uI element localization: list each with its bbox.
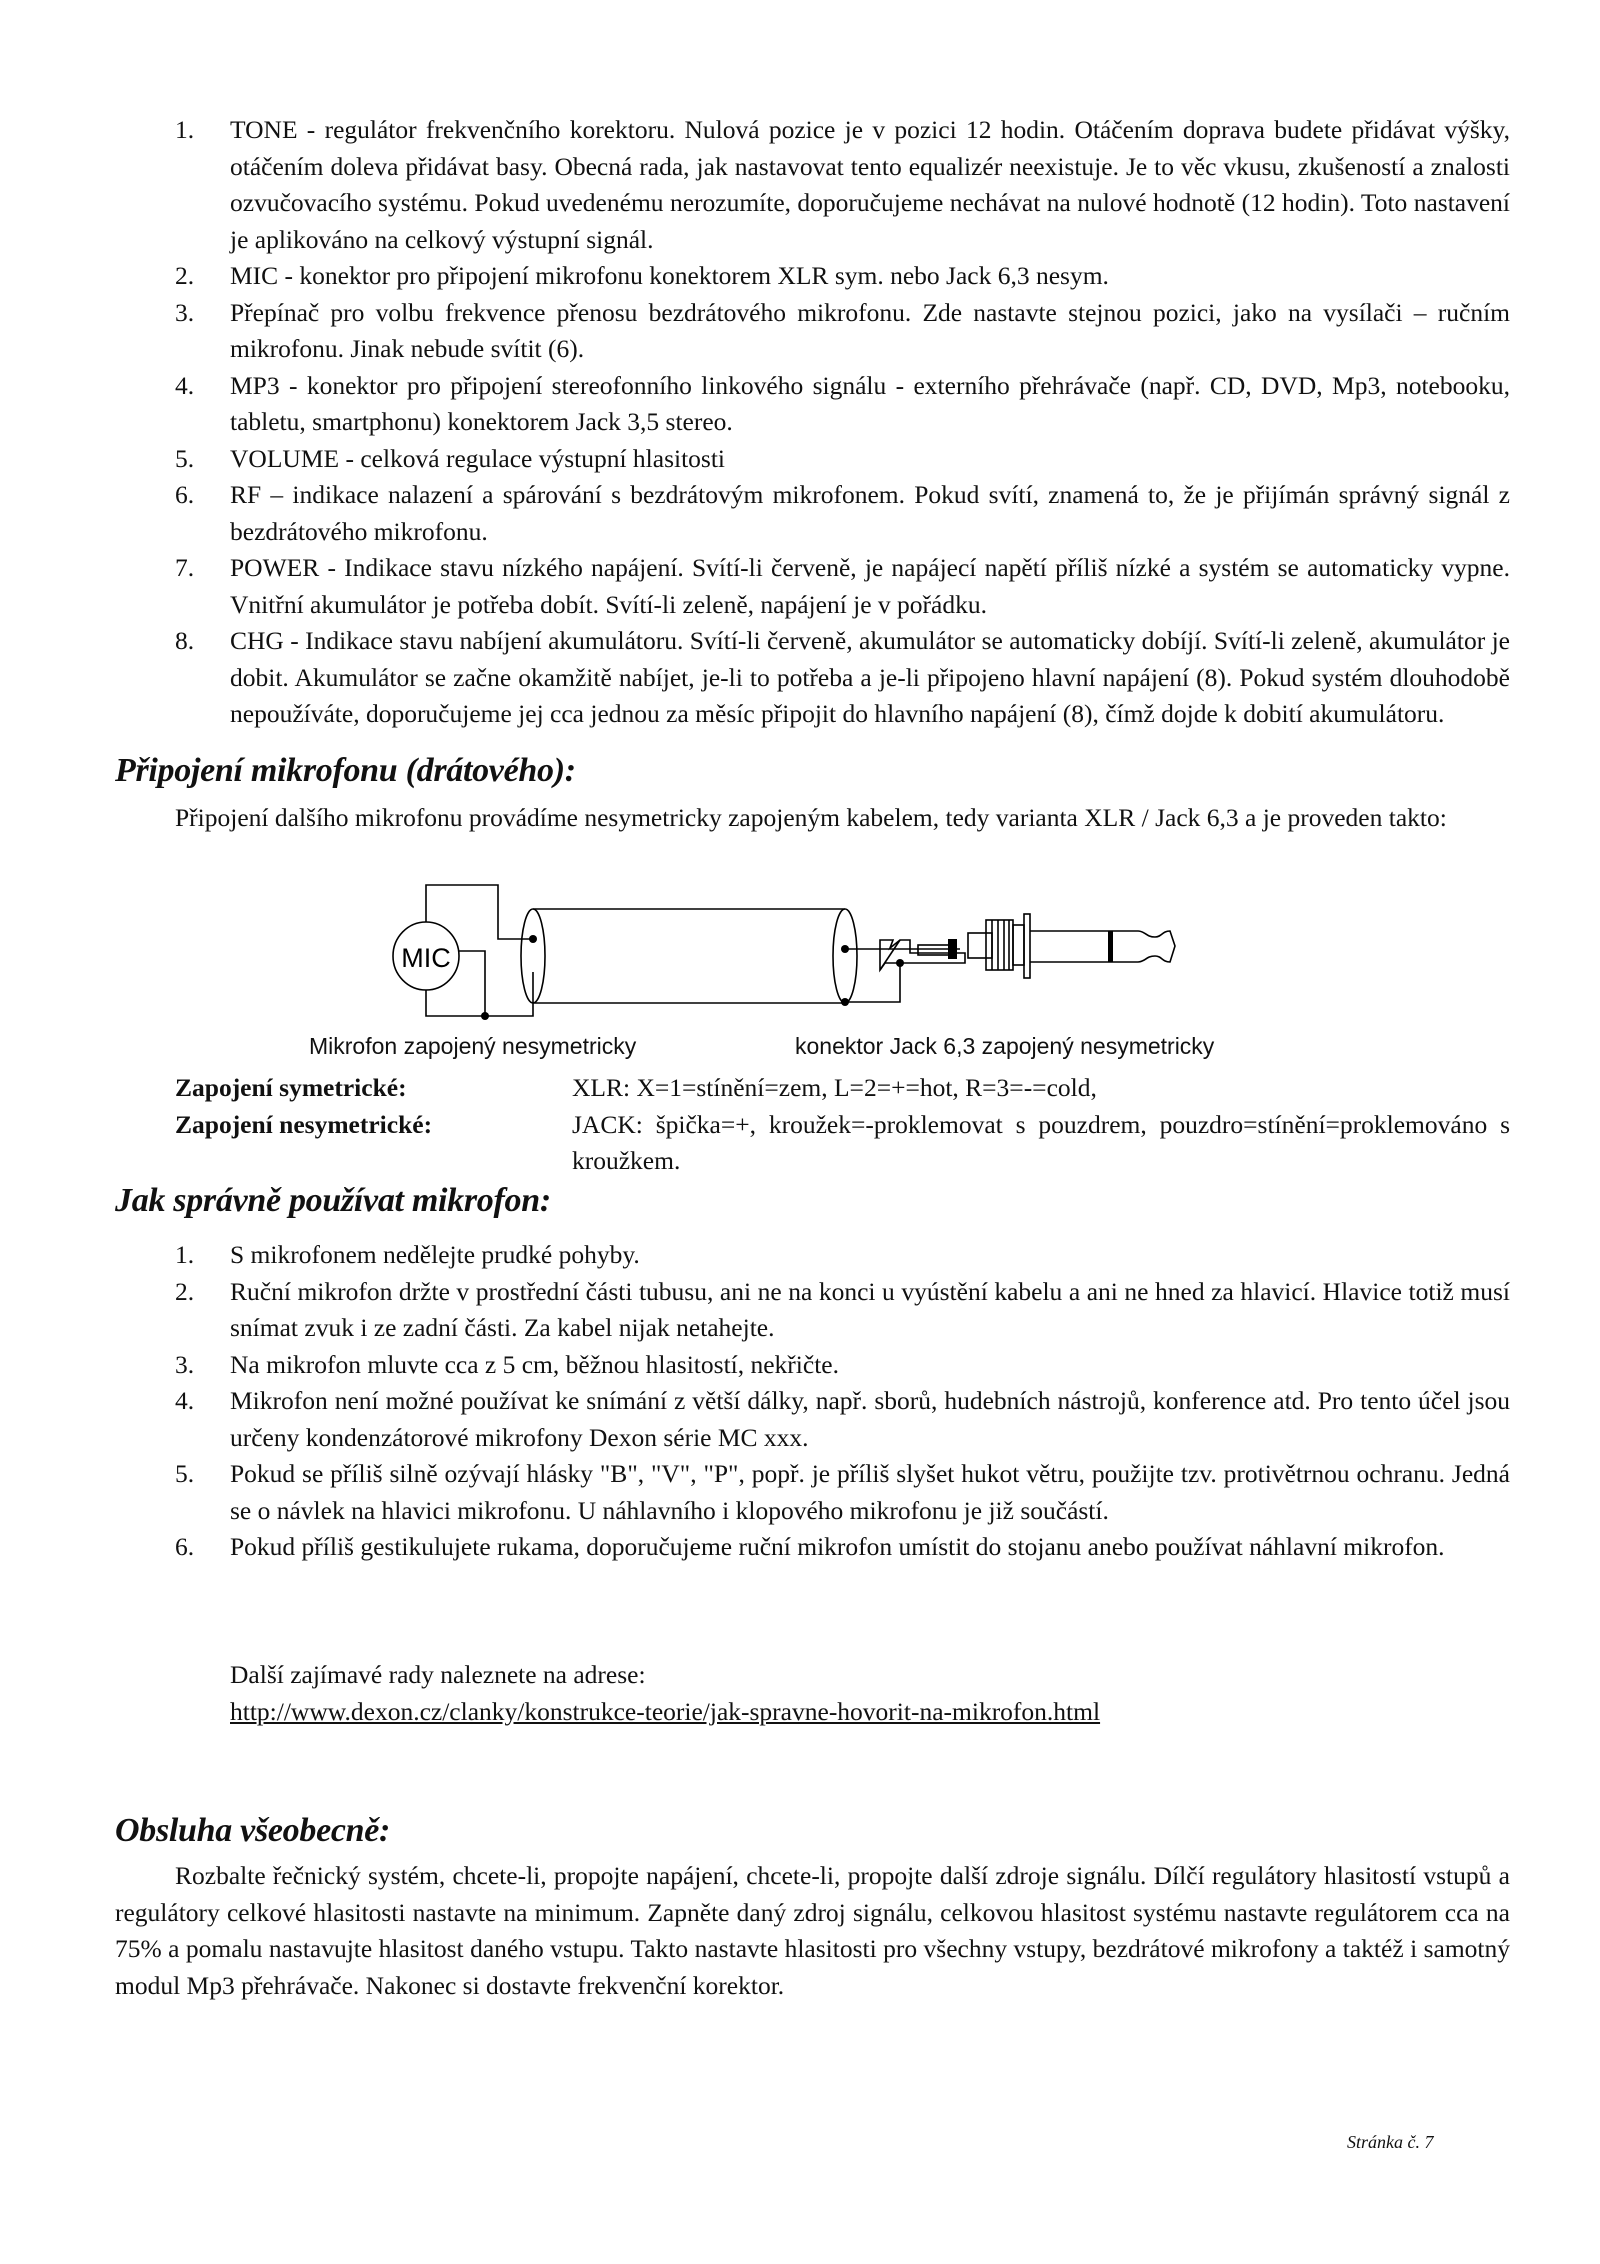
list-item: 2. Ruční mikrofon držte v prostřední části tubusu, ani ne na konci u vyústění kabelu a ani ne hned za hlavicí. Hlavice totiž musí snímat zvuk i ze zadní části. Za kabel nijak netahejte. — [175, 1276, 1510, 1342]
page-number: Stránka č. 7 — [1347, 2132, 1434, 2152]
wiring-diagram — [300, 870, 1350, 1070]
list-item: 5. Pokud se příliš silně ozývají hlásky "B", "V", "P", popř. je příliš slyšet hukot větru, použijte tzv. protivětrnou ochranu. Jedná se o návlek na hlavici mikrofonu. U náhlavního i klopového mikrofonu je již součástí. — [175, 1459, 1510, 1525]
dexon-article-link[interactable]: http://www.dexon.cz/clanky/konstrukce-teorie/jak-spravne-hovorit-na-mikrofon.html — [230, 1696, 1101, 1726]
wiring-row-unbalanced: Zapojení nesymetrické: JACK: špička=+, kroužek=-proklemovat s pouzdrem, pouzdro=stínění=proklemováno s kroužkem. — [175, 1109, 1510, 1175]
section-heading-wired-mic: Připojení mikrofonu (drátového): — [115, 752, 576, 789]
section-heading-usage: Jak správně používat mikrofon: — [115, 1182, 551, 1219]
list-item: 2. MIC - konektor pro připojení mikrofonu konektorem XLR sym. nebo Jack 6,3 nesym. — [175, 261, 1109, 290]
wired-mic-intro: Připojení dalšího mikrofonu provádíme nesymetricky zapojeným kabelem, tedy varianta XLR / Jack 6,3 a je proveden takto: — [175, 803, 1447, 832]
caption-jack-unbalanced: konektor Jack 6,3 zapojený nesymetricky — [795, 1033, 1215, 1059]
mic-label: MIC — [401, 943, 451, 973]
controls-list — [175, 112, 1510, 733]
list-item: 1. TONE - regulátor frekvenčního korektoru. Nulová pozice je v pozici 12 hodin. Otáčením doprava budete přidávat výšky, otáčením doleva přidávat basy. Obecná rada, jak nastavovat tento equalizér neexistuje. Je to věc vkusu, zkušeností a znalosti ozvučovacího systému. Pokud uvedenému nerozumíte, doporučujeme nechávat na nulové hodnotě (12 hodin). Toto nastavení je aplikováno na celkový výstupní signál. — [175, 115, 1510, 254]
more-tips-text: Další zajímavé rady naleznete na adrese: — [230, 1660, 646, 1689]
section-heading-general: Obsluha všeobecně: — [115, 1812, 391, 1849]
list-item: 5. VOLUME - celková regulace výstupní hlasitosti — [175, 443, 726, 473]
wiring-table — [175, 1070, 1510, 1180]
usage-list — [175, 1237, 1510, 1566]
list-item: 1. S mikrofonem nedělejte prudké pohyby. — [175, 1240, 640, 1269]
list-item: 8. CHG - Indikace stavu nabíjení akumulátoru. Svítí-li červeně, akumulátor se automaticky dobíjí. Svítí-li zeleně, akumulátor je dobit. Akumulátor se začne okamžitě nabíjet, je-li to potřeba a je-li připojeno hlavní napájení (8). Pokud systém dlouhodobě nepoužíváte, doporučujeme jej cca jednou za měsíc připojit do hlavního napájení (8), čímž dojde k dobití akumulátoru. — [175, 626, 1510, 728]
wiring-row-balanced: Zapojení symetrické: XLR: X=1=stínění=zem, L=2=+=hot, R=3=-=cold, — [175, 1073, 1097, 1102]
list-item: 4. MP3 - konektor pro připojení stereofonního linkového signálu - externího přehrávače (např. CD, DVD, Mp3, notebooku, tabletu, smartphonu) konektorem Jack 3,5 stereo. — [175, 370, 1510, 436]
caption-mic-unbalanced: Mikrofon zapojený nesymetricky — [309, 1033, 637, 1059]
more-tips — [230, 1657, 1100, 1730]
list-item: 6. Pokud příliš gestikulujete rukama, doporučujeme ruční mikrofon umístit do stojanu anebo používat náhlavní mikrofon. — [175, 1532, 1445, 1561]
list-item: 7. POWER - Indikace stavu nízkého napájení. Svítí-li červeně, je napájecí napětí příliš nízké a systém se automaticky vypne. Vnitřní akumulátor je potřeba dobít. Svítí-li zeleně, napájení je v pořádku. — [175, 553, 1510, 619]
general-text: Rozbalte řečnický systém, chcete-li, propojte napájení, chcete-li, propojte další zdroje signálu. Dílčí regulátory hlasitostí vstupů a regulátory celkové hlasitosti nastavte na minimum. Zapněte daný zdroj signálu, celkovou hlasitost systému nastavte regulátorem cca na 75% a pomalu nastavujte hlasitost daného vstupu. Takto nastavte hlasitosti pro všechny vstupy, bezdrátové mikrofony a taktéž i samotný modul Mp3 přehrávače. Nakonec si dostavte frekvenční korektor. — [115, 1861, 1510, 2000]
list-item: 6. RF – indikace nalazení a spárování s bezdrátovým mikrofonem. Pokud svítí, znamená to, že je přijímán správný signál z bezdrátového mikrofonu. — [175, 480, 1510, 546]
list-item: 3. Na mikrofon mluvte cca z 5 cm, běžnou hlasitostí, nekřičte. — [175, 1349, 839, 1379]
list-item: 3. Přepínač pro volbu frekvence přenosu bezdrátového mikrofonu. Zde nastavte stejnou pozici, jako na vysílači – ručním mikrofonu. Jinak nebude svítit (6). — [175, 297, 1510, 363]
list-item: 4. Mikrofon není možné používat ke snímání z větší dálky, např. sborů, hudebních nástrojů, konference atd. Pro tento účel jsou určeny kondenzátorové mikrofony Dexon série MC xxx. — [175, 1386, 1510, 1452]
